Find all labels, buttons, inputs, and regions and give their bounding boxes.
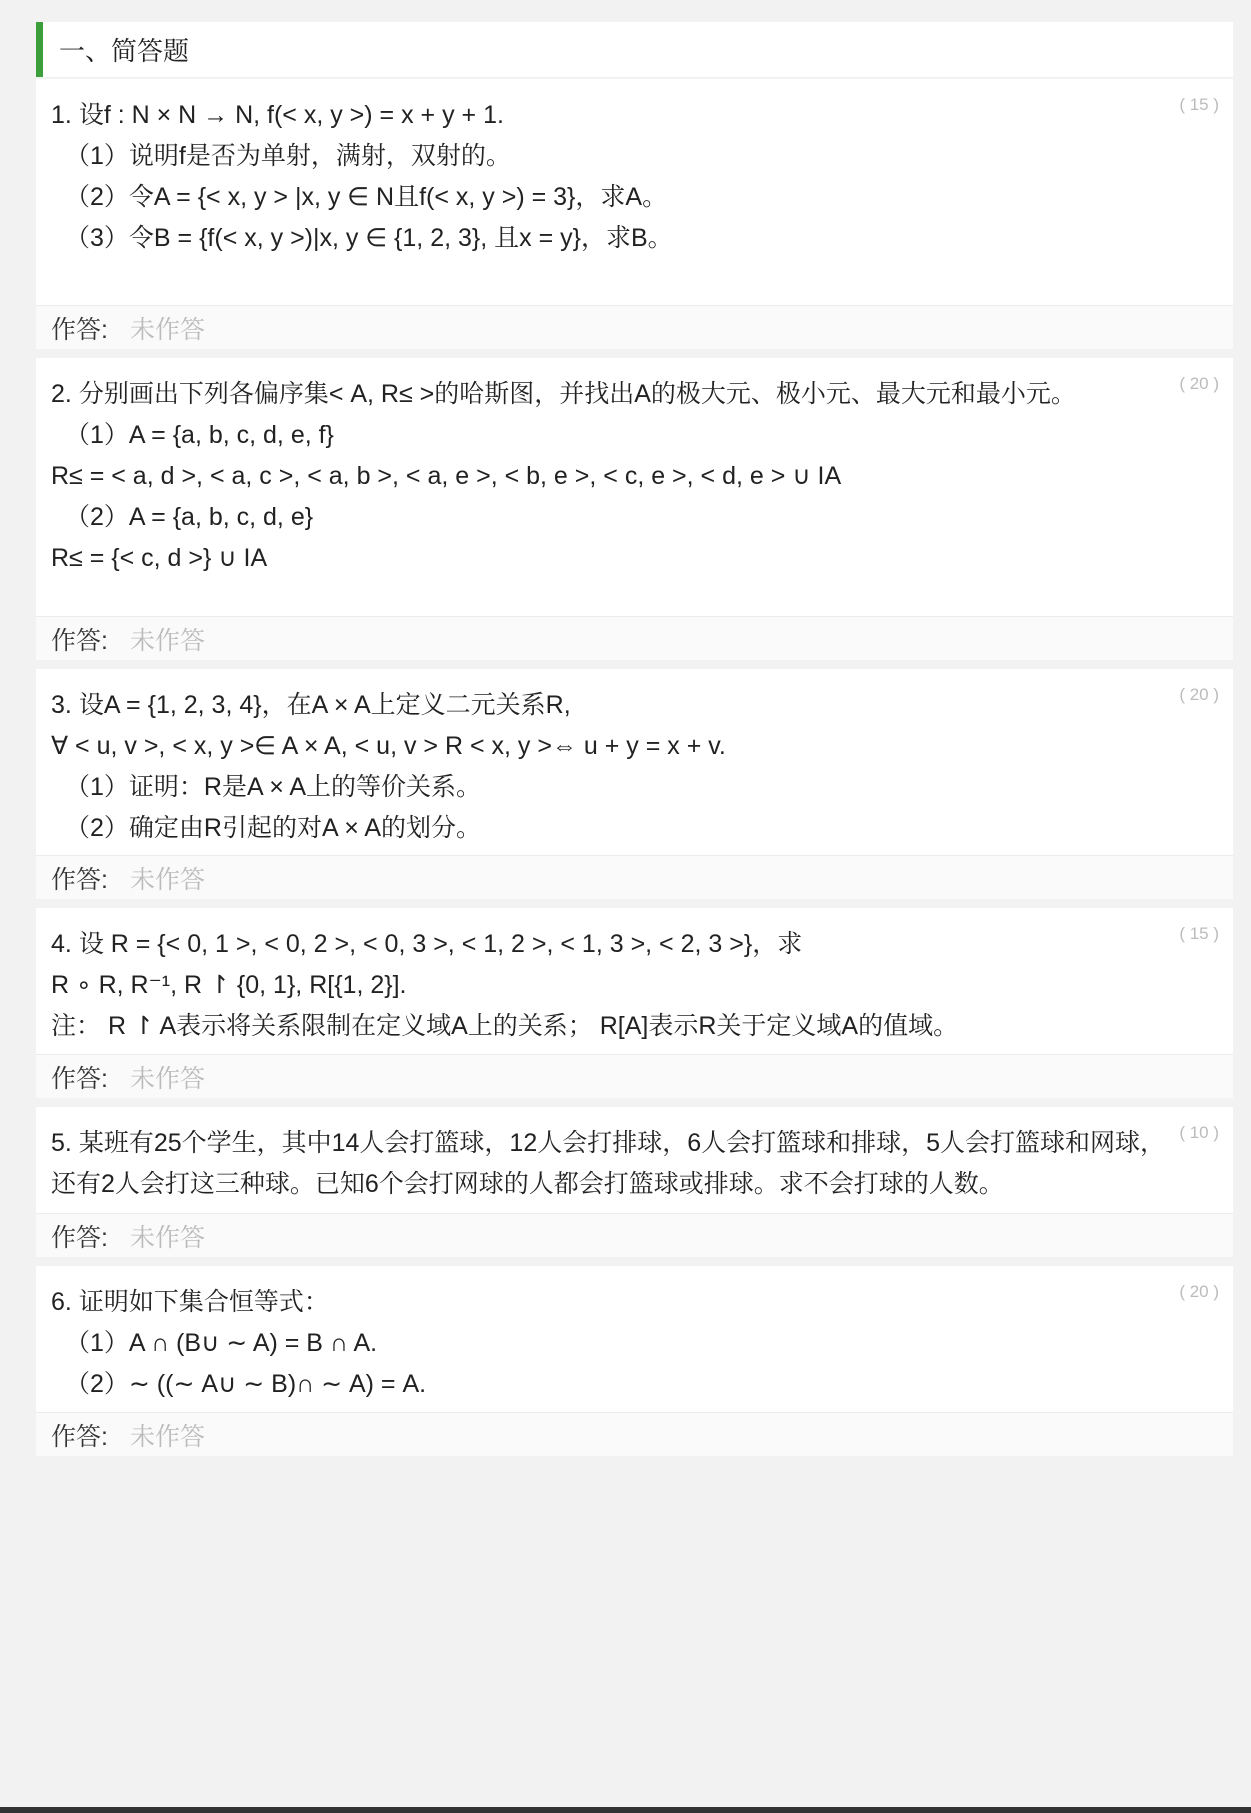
question-body <box>36 79 1233 305</box>
question-line: R ∘ R, R⁻¹, R ↾ {0, 1}, R[{1, 2}]. <box>51 971 407 999</box>
question-number: 5. <box>51 1129 72 1157</box>
question-score: ( 20 ) <box>1179 1282 1219 1301</box>
answer-row[interactable] <box>36 1213 1233 1257</box>
question-stem <box>51 924 1173 965</box>
question-stem <box>51 1282 1173 1323</box>
answer-label: 作答: <box>51 315 108 344</box>
question-4[interactable] <box>36 908 1233 1098</box>
answer-row[interactable] <box>36 1412 1233 1456</box>
question-5[interactable] <box>36 1107 1233 1257</box>
question-line: R≤ = < a, d >, < a, c >, < a, b >, < a, e >, < b, e >, < c, e >, < d, e > ∪ IA <box>51 462 842 490</box>
question-body <box>36 1107 1233 1213</box>
question-stem <box>51 374 1173 415</box>
question-line: （2）∼ ((∼ A∪ ∼ B)∩ ∼ A) = A. <box>65 1370 427 1398</box>
question-line: （1）A = {a, b, c, d, e, f} <box>65 421 334 449</box>
question-number: 6. <box>51 1288 72 1316</box>
question-body <box>36 669 1233 855</box>
question-score: ( 15 ) <box>1179 95 1219 114</box>
question-number: 3. <box>51 691 72 719</box>
answer-status: 未作答 <box>129 315 205 344</box>
question-line: （1）说明f是否为单射，满射，双射的。 <box>65 142 511 170</box>
question-line: （1）证明：R是A × A上的等价关系。 <box>65 773 482 801</box>
question-note: 注： R ↾ A表示将关系限制在定义域A上的关系； R[A]表示R关于定义域A的值域。 <box>51 1012 959 1040</box>
exam-paper <box>36 22 1233 1465</box>
question-score: ( 20 ) <box>1179 374 1219 393</box>
question-line: 设 R = {< 0, 1 >, < 0, 2 >, < 0, 3 >, < 1, 2 >, < 1, 3 >, < 2, 3 >}，求 <box>78 930 803 958</box>
section-header <box>36 22 1233 77</box>
question-line: （2）确定由R引起的对A × A的划分。 <box>65 814 482 842</box>
question-line: 设f : N × N → N, f(< x, y >) = x + y + 1. <box>78 101 504 129</box>
question-line: （1）A ∩ (B∪ ∼ A) = B ∩ A. <box>65 1329 378 1357</box>
answer-label: 作答: <box>51 1223 108 1252</box>
answer-row[interactable] <box>36 616 1233 660</box>
answer-status: 未作答 <box>129 1064 205 1093</box>
answer-status: 未作答 <box>129 1422 205 1451</box>
answer-label: 作答: <box>51 1064 108 1093</box>
question-2[interactable] <box>36 358 1233 660</box>
question-line: 分别画出下列各偏序集< A, R≤ >的哈斯图，并找出A的极大元、极小元、最大元和最小元。 <box>78 380 1076 408</box>
question-line: （2）A = {a, b, c, d, e} <box>65 503 314 531</box>
question-line: 某班有25个学生，其中14人会打篮球，12人会打排球，6人会打篮球和排球，5人会打篮球和网球，还有2人会打这三种球。已知6个会打网球的人都会打篮球或排球。求不会打球的人数。 <box>51 1129 1166 1198</box>
question-stem <box>51 685 1173 726</box>
answer-status: 未作答 <box>129 865 205 894</box>
question-3[interactable] <box>36 669 1233 899</box>
question-body <box>36 1266 1233 1412</box>
question-line: （2）令A = {< x, y > |x, y ∈ N且f(< x, y >) = 3}，求A。 <box>65 183 668 211</box>
question-score: ( 20 ) <box>1179 685 1219 704</box>
answer-status: 未作答 <box>129 1223 205 1252</box>
answer-row[interactable] <box>36 305 1233 349</box>
answer-row[interactable] <box>36 1054 1233 1098</box>
question-line: 设A = {1, 2, 3, 4}，在A × A上定义二元关系R, <box>78 691 571 719</box>
question-1[interactable] <box>36 79 1233 349</box>
answer-label: 作答: <box>51 626 108 655</box>
question-body <box>36 358 1233 616</box>
question-line: 证明如下集合恒等式： <box>78 1288 329 1316</box>
answer-label: 作答: <box>51 865 108 894</box>
section-title: 一、简答题 <box>59 36 190 66</box>
question-number: 2. <box>51 380 72 408</box>
question-score: ( 15 ) <box>1179 924 1219 943</box>
question-stem <box>51 95 1173 136</box>
question-score: ( 10 ) <box>1179 1123 1219 1142</box>
question-line: ∀ < u, v >, < x, y >∈ A × A, < u, v > R < x, y >⇔ u + y = x + v. <box>51 732 726 760</box>
question-body <box>36 908 1233 1054</box>
answer-label: 作答: <box>51 1422 108 1451</box>
bottom-bar <box>0 1807 1251 1813</box>
question-line: （3）令B = {f(< x, y >)|x, y ∈ {1, 2, 3}, 且x = y}，求B。 <box>65 224 673 252</box>
question-number: 4. <box>51 930 72 958</box>
question-stem <box>51 1123 1173 1205</box>
question-6[interactable] <box>36 1266 1233 1456</box>
question-line: R≤ = {< c, d >} ∪ IA <box>51 544 268 572</box>
answer-status: 未作答 <box>129 626 205 655</box>
answer-row[interactable] <box>36 855 1233 899</box>
question-number: 1. <box>51 101 72 129</box>
